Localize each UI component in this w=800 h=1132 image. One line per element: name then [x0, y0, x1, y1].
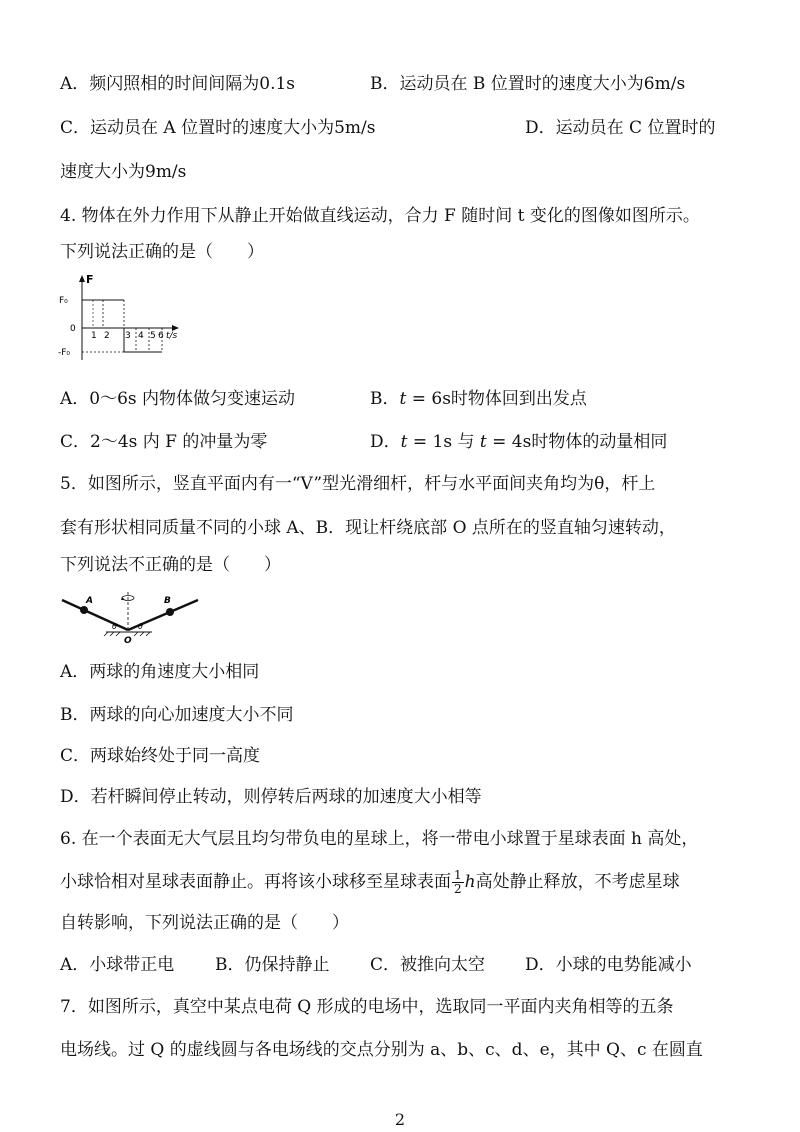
- q5-option-c: C．两球始终处于同一高度: [60, 746, 261, 766]
- q6-option-b: B．仍保持静止: [215, 955, 330, 975]
- q4-force-time-graph: [58, 272, 184, 364]
- q6-option-d: D．小球的电势能减小: [525, 955, 692, 975]
- q6-stem-line-1: 6. 在一个表面无大气层且均匀带负电的星球上，将一带电小球置于星球表面 h 高处，: [60, 829, 699, 849]
- q3-option-c: C．运动员在 A 位置时的速度大小为5m/s: [60, 118, 376, 138]
- q5-v-rod-figure: [58, 588, 208, 644]
- q5-stem-line-1: 5．如图所示，竖直平面内有一“V”型光滑细杆，杆与水平面间夹角均为θ，杆上: [60, 474, 656, 494]
- q4-graph-x-label: t/s: [166, 331, 178, 341]
- q5-label-b: B: [164, 596, 171, 606]
- page-number: 2: [394, 1110, 406, 1129]
- q5-option-b: B．两球的向心加速度大小不同: [60, 705, 294, 725]
- q5-option-d: D．若杆瞬间停止转动，则停转后两球的加速度大小相等: [60, 787, 482, 807]
- q4-graph-tick: 4: [138, 331, 144, 341]
- q4-graph-tick: 1: [91, 331, 97, 341]
- q6-option-a: A．小球带正电: [60, 955, 175, 975]
- q4-option-c: C．2～4s 内 F 的冲量为零: [60, 432, 268, 452]
- q7-stem-line-1: 7．如图所示，真空中某点电荷 Q 形成的电场中，选取同一平面内夹角相等的五条: [60, 997, 674, 1017]
- q6-fraction: $\frac{1}{2}$: [454, 868, 462, 896]
- q5-stem-line-3: 下列说法不正确的是（ ）: [60, 555, 281, 575]
- q4-graph-tick: 5: [150, 331, 156, 341]
- q4-graph-tick: 6: [158, 331, 164, 341]
- q4-graph-tick: 2: [104, 331, 110, 341]
- q5-option-a: A．两球的角速度大小相同: [60, 662, 260, 682]
- q4-stem-line-2: 下列说法正确的是（ ）: [60, 242, 264, 262]
- q4-stem-line-1: 4. 物体在外力作用下从静止开始做直线运动，合力 F 随时间 t 变化的图像如图所示。: [60, 206, 700, 226]
- q7-stem-line-2: 电场线。过 Q 的虚线圆与各电场线的交点分别为 a、b、c、d、e，其中 Q、c 在圆直: [60, 1040, 703, 1060]
- q4-graph-f0-label: F₀: [59, 296, 68, 306]
- q3-option-d: D．运动员在 C 位置时的: [525, 118, 716, 138]
- q4-option-a: A．0～6s 内物体做匀变速运动: [60, 389, 296, 409]
- q3-option-a: A．频闪照相的时间间隔为0.1s: [60, 74, 296, 94]
- q6-option-c: C．被推向太空: [370, 955, 486, 975]
- q4-option-b: B．t = 6s时物体回到出发点: [370, 389, 587, 409]
- q4-option-d: D．t = 1s 与 t = 4s时物体的动量相同: [370, 432, 668, 452]
- q4-graph-neg-f0-label: -F₀: [58, 348, 71, 358]
- q3-option-b: B．运动员在 B 位置时的速度大小为6m/s: [370, 74, 686, 94]
- q6-stem-line-3: 自转影响，下列说法正确的是（ ）: [60, 913, 349, 933]
- q5-label-theta-right: θ: [138, 622, 143, 631]
- q4-graph-y-label: F: [86, 273, 94, 286]
- q3-option-d-continued: 速度大小为9m/s: [60, 162, 187, 182]
- q5-stem-line-2: 套有形状相同质量不同的小球 A、B．现让杆绕底部 O 点所在的竖直轴匀速转动，: [60, 518, 676, 538]
- q5-label-o: O: [124, 636, 132, 644]
- q4-graph-zero-label: 0: [70, 324, 76, 334]
- q5-label-theta-left: θ: [112, 622, 117, 631]
- q4-graph-tick: 3: [125, 331, 131, 341]
- q6-stem-line-2: 小球恰相对星球表面静止。再将该小球移至星球表面 $\frac{1}{2}$ h高处静止释放，不考虑星球: [60, 868, 680, 896]
- q5-label-a: A: [86, 596, 93, 606]
